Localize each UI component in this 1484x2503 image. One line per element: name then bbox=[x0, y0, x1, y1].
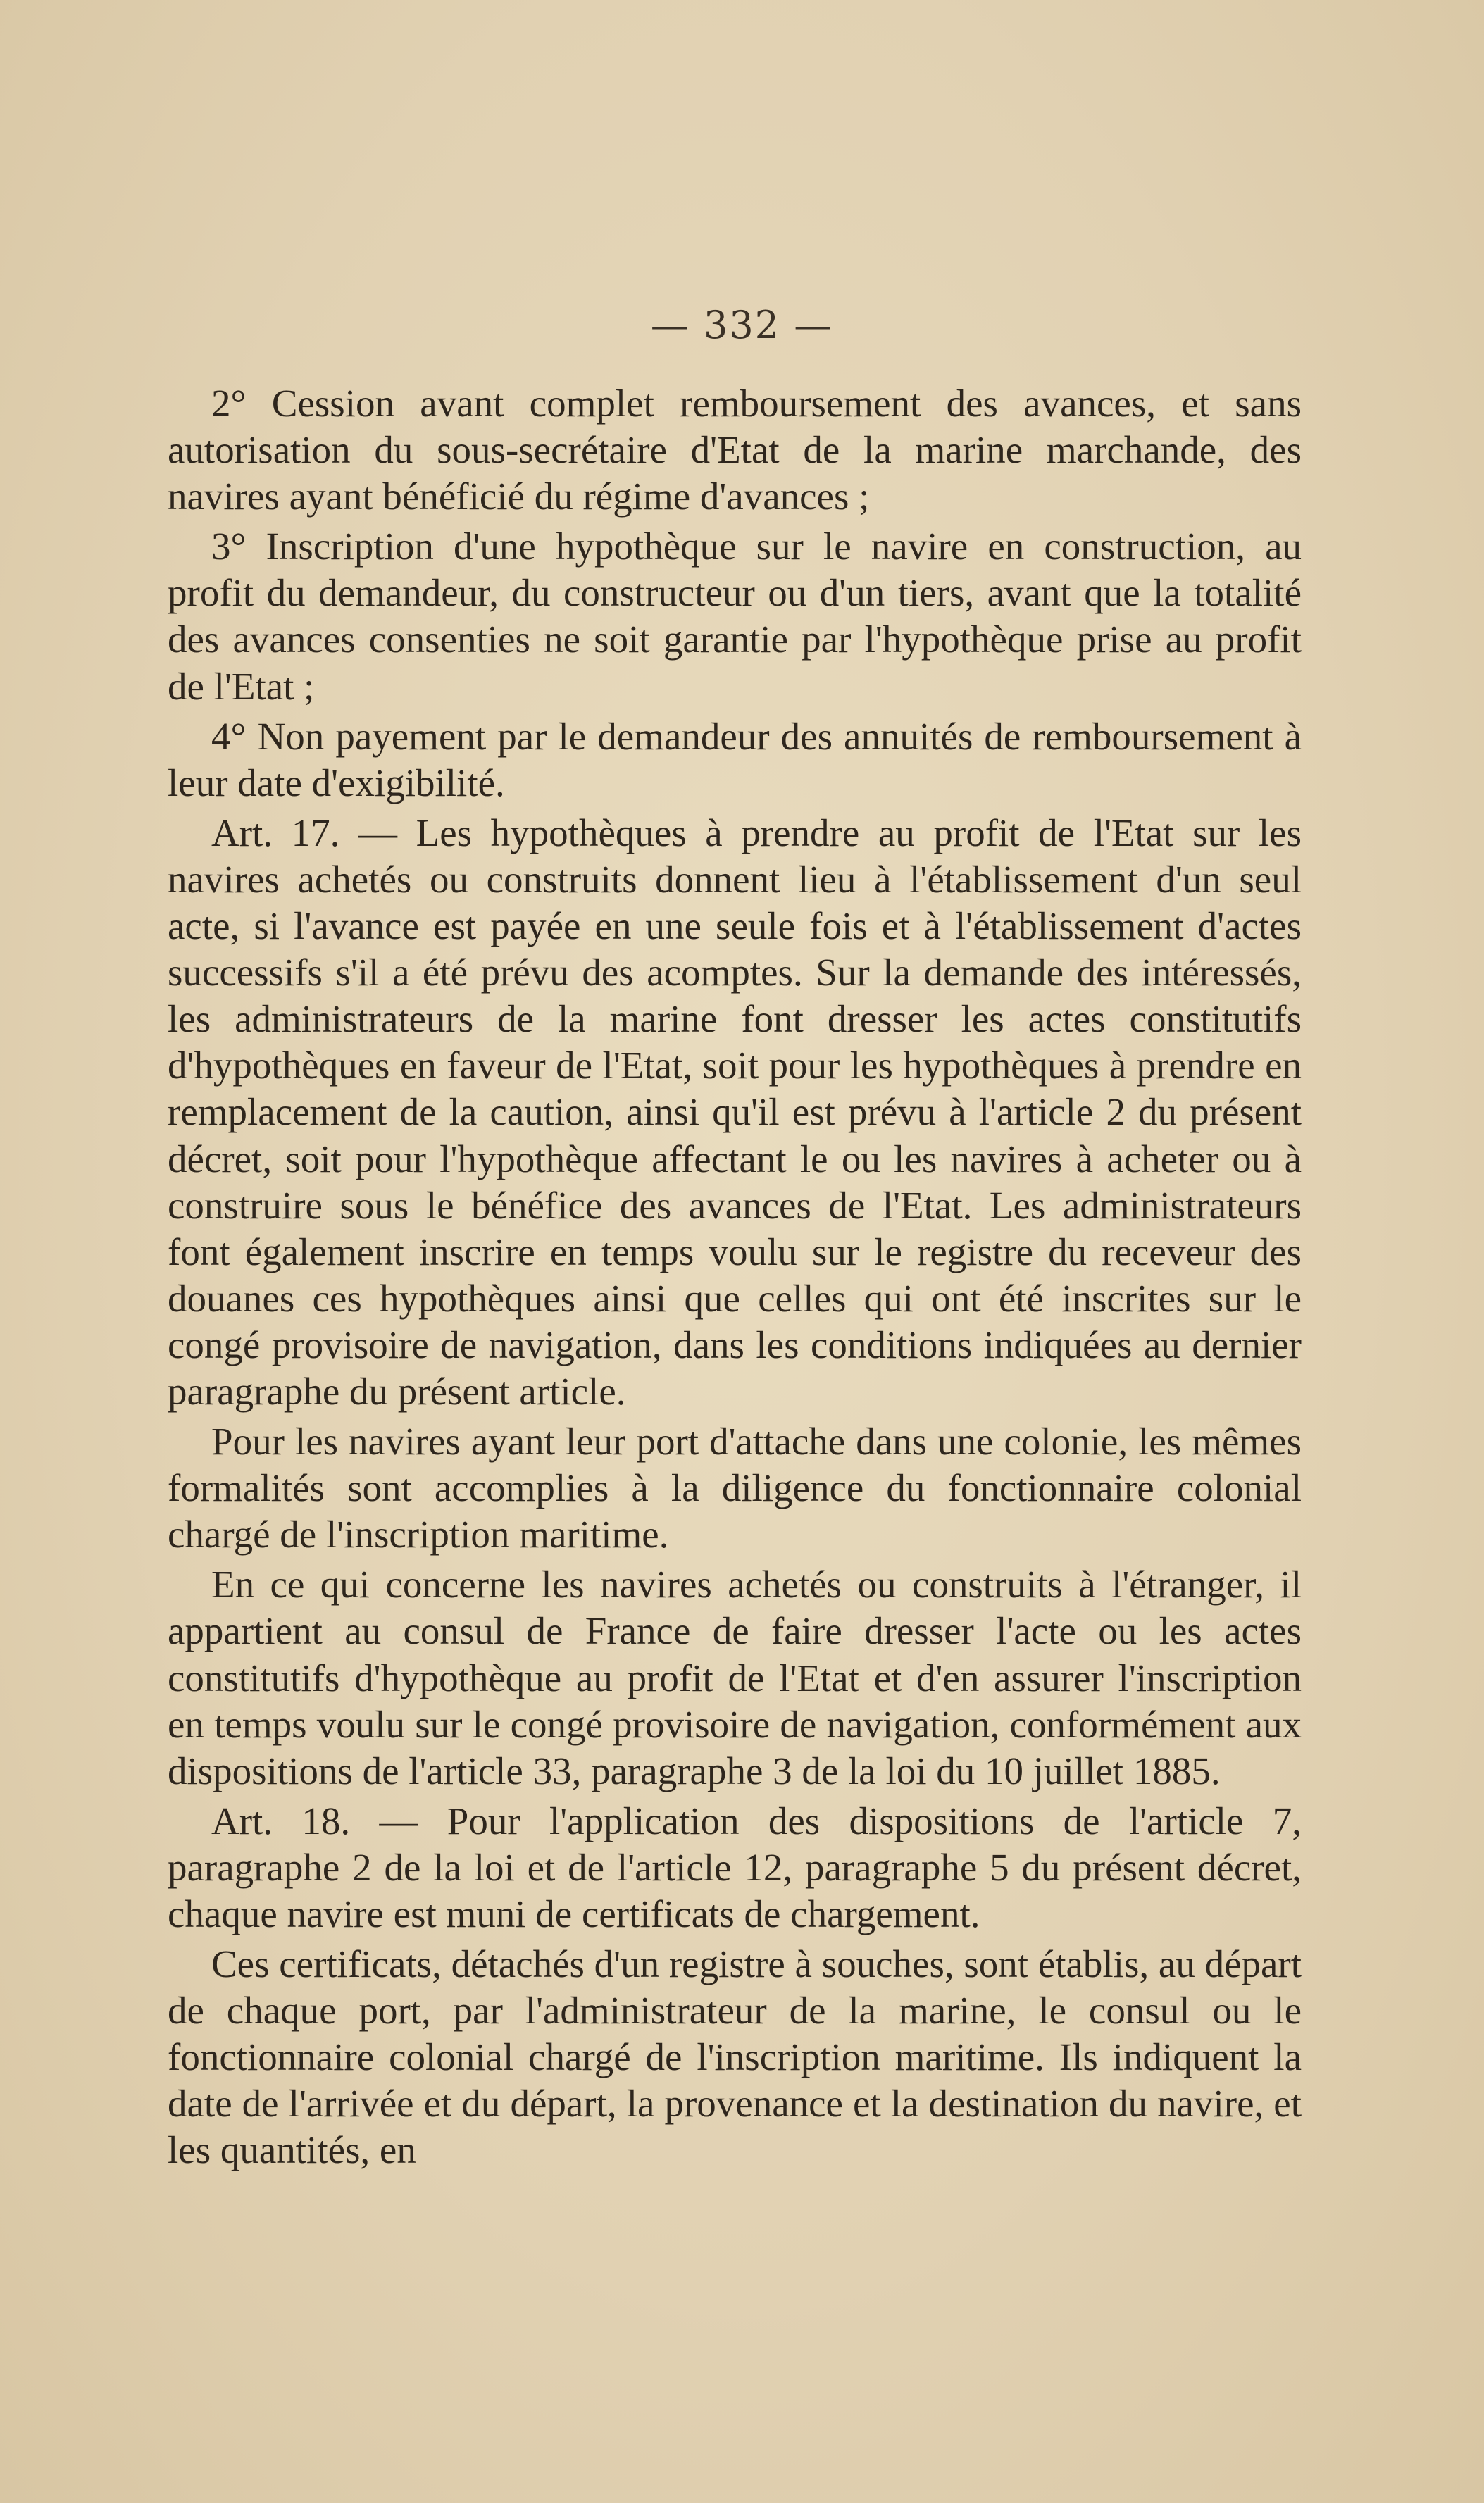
body-text bbox=[168, 380, 1302, 2178]
paragraph-article-17: Art. 17. — Les hypothèques à prendre au profit de l'Etat sur les navires achetés ou construits donnent lieu à l'établissement d'un seul acte, si l'avance est payée en une seule fois et à l'établissement d'actes successifs s'il a été prévu des acomptes. Sur la demande des intéressés, les administrateurs de la marine font dresser les actes constitutifs d'hypothèques en faveur de l'Etat, soit pour les hypothèques à prendre en remplacement de la caution, ainsi qu'il est prévu à l'article 2 du présent décret, soit pour l'hypothèque affectant le ou les navires à acheter ou à construire sous le bénéfice des avances de l'Etat. Les administrateurs font également inscrire en temps voulu sur le registre du receveur des douanes ces hypothèques ainsi que celles qui ont été inscrites sur le congé provisoire de navigation, dans les conditions indiquées au dernier paragraphe du présent article. bbox=[168, 811, 1302, 1413]
paragraph-inscription: 3° Inscription d'une hypothèque sur le navire en construction, au profit du demandeur, du constructeur ou d'un tiers, avant que la totalité des avances consenties ne soit garantie par l'hypothèque prise au profit de l'Etat ; bbox=[168, 525, 1302, 708]
paragraph-article-18: Art. 18. — Pour l'application des dispositions de l'article 7, paragraphe 2 de la loi et de l'article 12, paragraphe 5 du présent décret, chaque navire est muni de certificats de chargement. bbox=[168, 1799, 1302, 1935]
paragraph-non-payement: 4° Non payement par le demandeur des annuités de remboursement à leur date d'exigibilité. bbox=[168, 714, 1302, 804]
paragraph-etranger: En ce qui concerne les navires achetés ou construits à l'étranger, il appartient au consul de France de faire dresser l'acte ou les actes constitutifs d'hypothèque au profit de l'Etat et d'en assurer l'inscription en temps voulu sur le congé provisoire de navigation, conformément aux dispositions de l'article 33, paragraphe 3 de la loi du 10 juillet 1885. bbox=[168, 1563, 1302, 1792]
paragraph-certificats: Ces certificats, détachés d'un registre à souches, sont établis, au départ de chaque port, par l'administrateur de la marine, le consul ou le fonctionnaire colonial chargé de l'inscription maritime. Ils indiquent la date de l'arrivée et du départ, la provenance et la destination du navire, et les quantités, en bbox=[168, 1942, 1302, 2172]
paragraph-colonie: Pour les navires ayant leur port d'attache dans une colonie, les mêmes formalités sont accomplies à la diligence du fonctionnaire colonial chargé de l'inscription maritime. bbox=[168, 1420, 1302, 1556]
paragraph-cession: 2° Cession avant complet remboursement des avances, et sans autorisation du sous-secrétaire d'Etat de la marine marchande, des navires ayant bénéficié du régime d'avances ; bbox=[168, 382, 1302, 518]
page-number: — 332 — bbox=[650, 303, 834, 347]
